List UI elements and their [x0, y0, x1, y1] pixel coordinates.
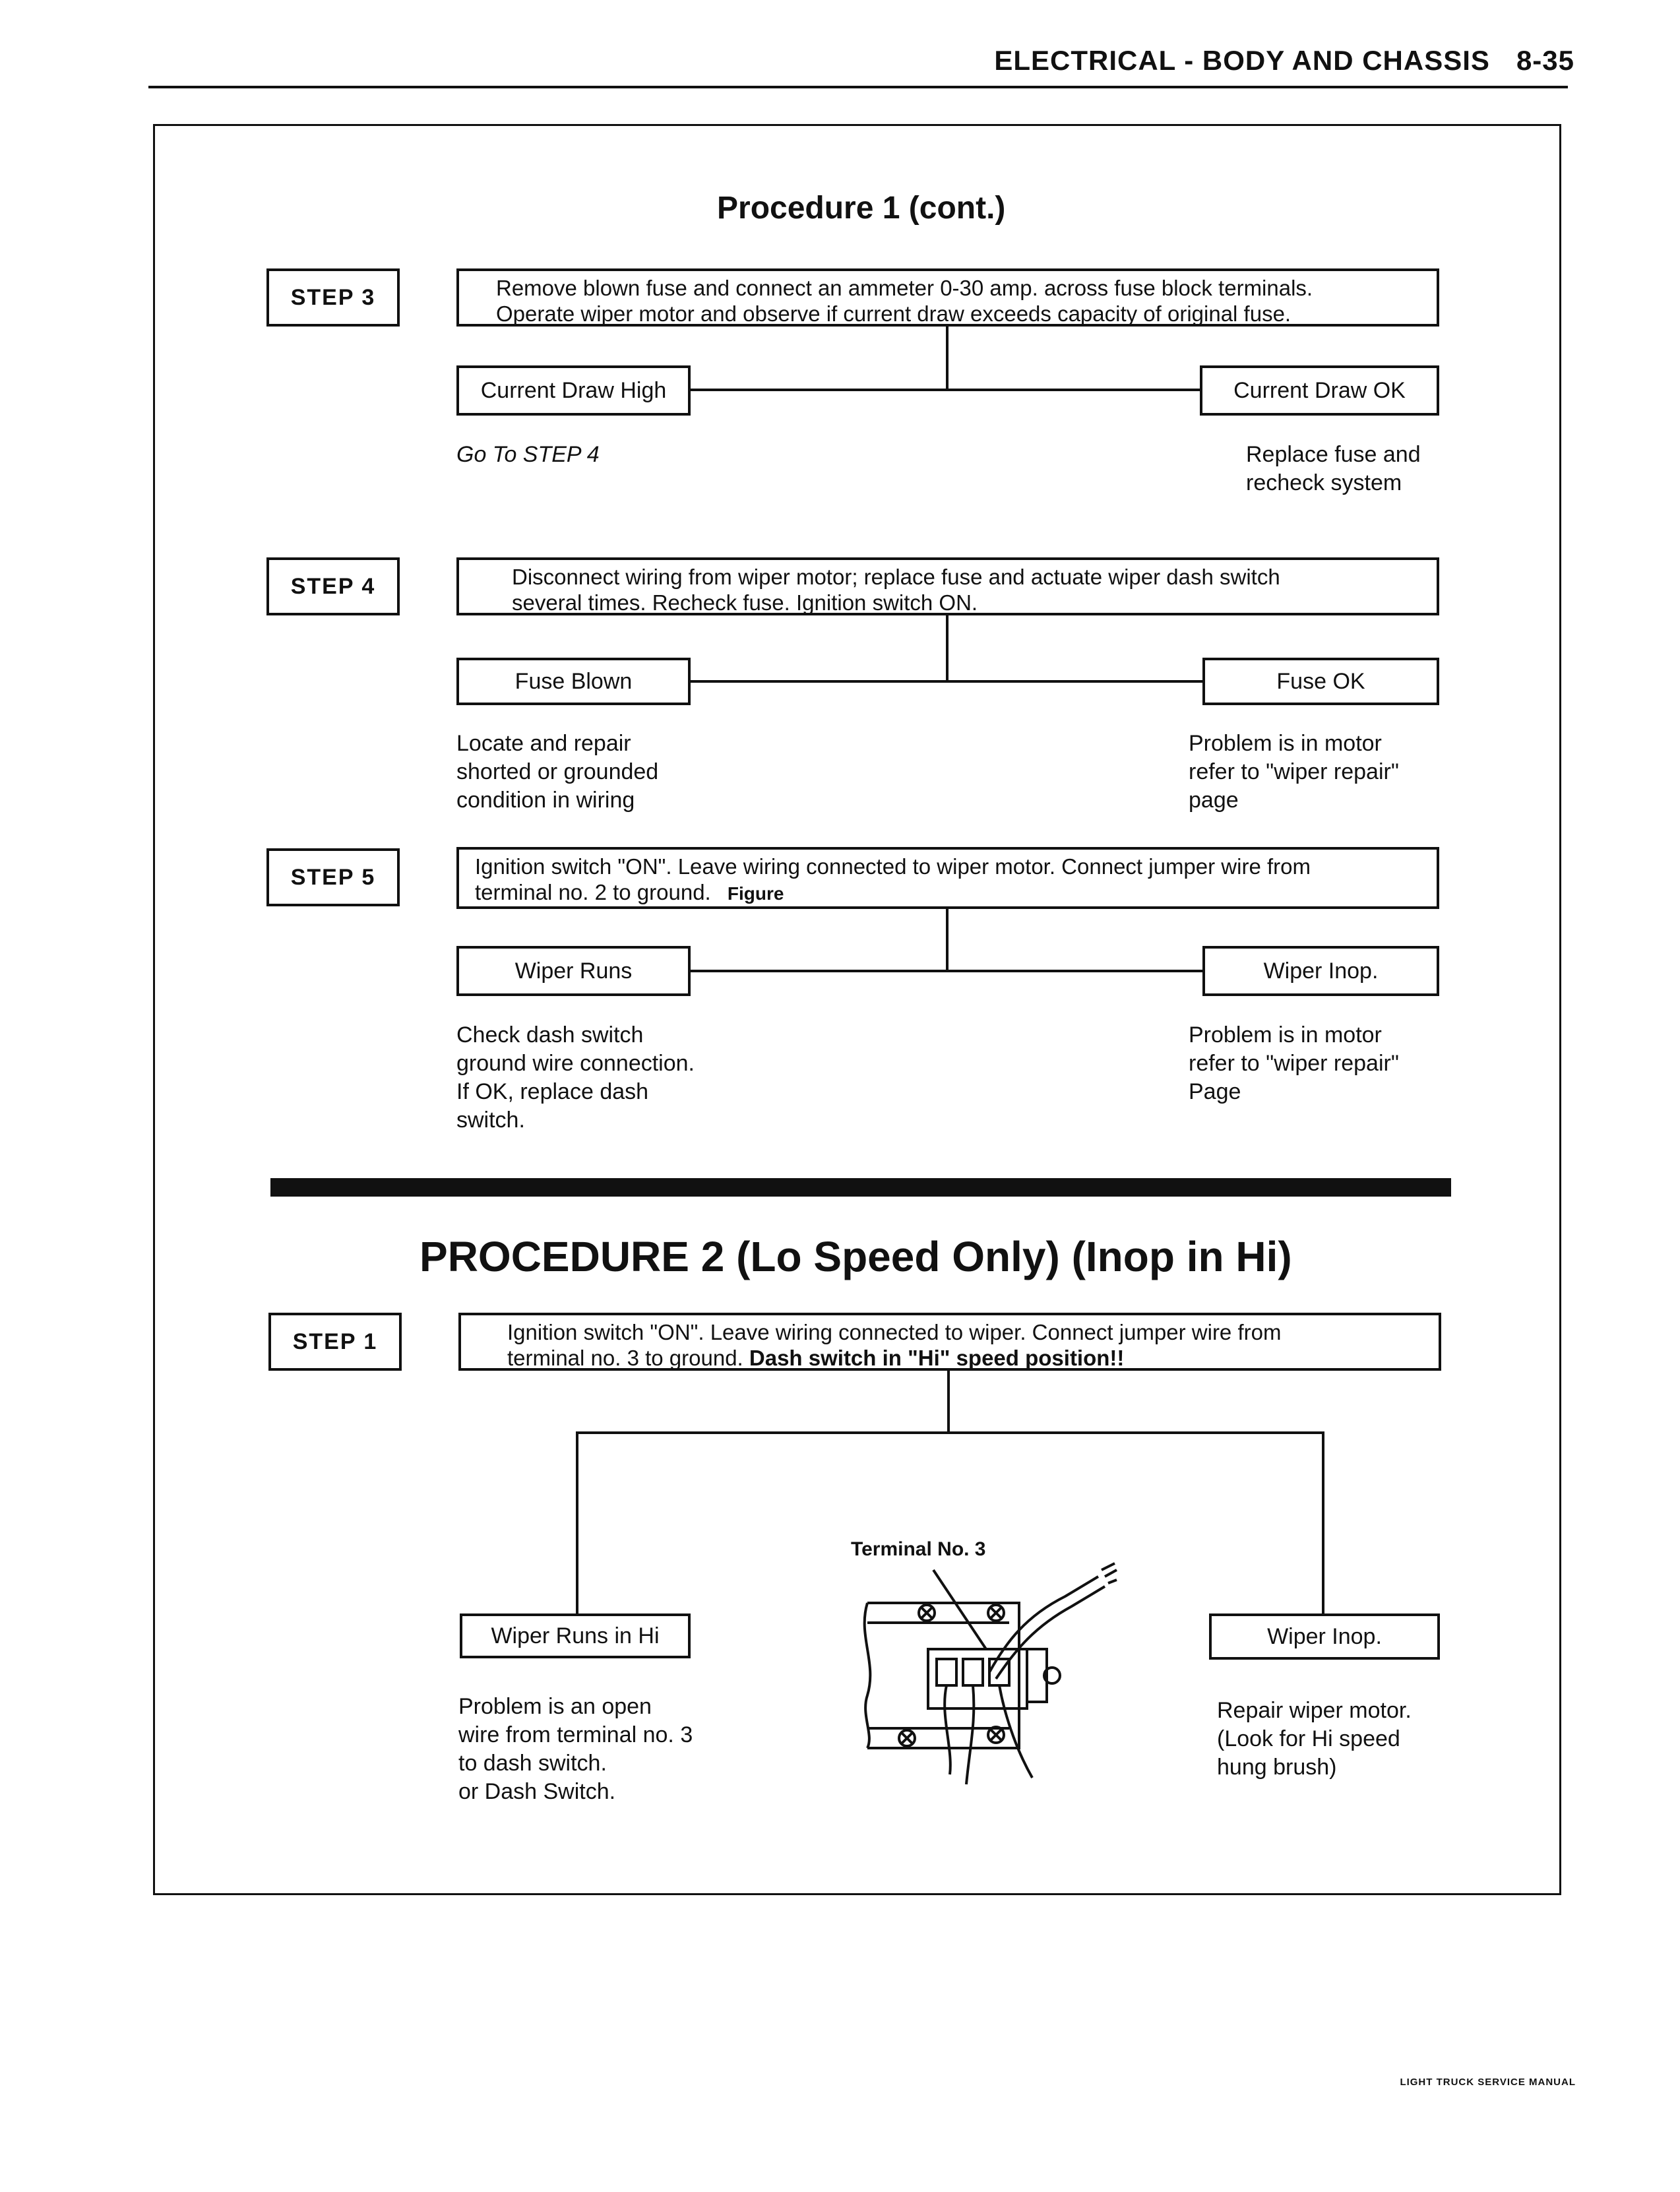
step5-stem-line [946, 909, 949, 971]
step1-left-note-line4: or Dash Switch. [458, 1779, 616, 1804]
step1-right-box: Wiper Inop. [1209, 1613, 1440, 1660]
step3-right-note [1246, 441, 1421, 497]
step3-label: STEP 3 [266, 268, 400, 327]
step1-instruction-box [458, 1313, 1441, 1371]
step5-left-box: Wiper Runs [456, 946, 691, 996]
step1-left-drop-line [576, 1431, 578, 1615]
step4-instruction-line2: several times. Recheck fuse. Ignition switch ON. [512, 590, 978, 615]
page-number: 8-35 [1516, 45, 1574, 76]
section-title: ELECTRICAL - BODY AND CHASSIS [994, 45, 1490, 76]
step5-label: STEP 5 [266, 848, 400, 906]
step5-right-note-line2: refer to "wiper repair" [1189, 1051, 1399, 1076]
step1-right-note [1217, 1697, 1412, 1782]
step3-instruction-box [456, 268, 1439, 327]
step1-branch-line [576, 1431, 1324, 1434]
page-footer: LIGHT TRUCK SERVICE MANUAL [1400, 2077, 1576, 2088]
step5-right-note [1189, 1021, 1399, 1106]
step5-left-note-line2: ground wire connection. [456, 1051, 695, 1076]
step5-instruction-line2: terminal no. 2 to ground. [475, 880, 711, 904]
step3-left-note [456, 441, 600, 469]
step1-left-note-line2: wire from terminal no. 3 [458, 1722, 693, 1747]
step1-left-box: Wiper Runs in Hi [460, 1613, 691, 1658]
step5-left-note-line1: Check dash switch [456, 1022, 644, 1048]
step5-instruction-box [456, 847, 1439, 909]
step1-instruction-bold: Dash switch in "Hi" speed position!! [749, 1346, 1125, 1370]
step3-stem-line [946, 327, 949, 390]
step4-left-note-line3: condition in wiring [456, 788, 635, 813]
step1-right-note-line2: (Look for Hi speed [1217, 1726, 1400, 1751]
step3-right-note-line2: recheck system [1246, 470, 1402, 495]
step5-left-note-line4: switch. [456, 1108, 525, 1133]
step4-stem-line [946, 615, 949, 681]
step4-left-box: Fuse Blown [456, 658, 691, 705]
step4-instruction-line1: Disconnect wiring from wiper motor; replace fuse and actuate wiper dash switch [512, 565, 1280, 589]
step1-right-note-line3: hung brush) [1217, 1755, 1337, 1780]
step1-instruction-line1: Ignition switch "ON". Leave wiring connected to wiper. Connect jumper wire from [507, 1320, 1282, 1344]
terminal-figure-label: Terminal No. 3 [851, 1538, 986, 1560]
step5-right-note-line1: Problem is in motor [1189, 1022, 1382, 1048]
step3-right-box: Current Draw OK [1200, 365, 1439, 416]
page-header [994, 45, 1574, 77]
step5-left-note [456, 1021, 695, 1135]
header-rule [148, 86, 1568, 88]
step4-right-box: Fuse OK [1202, 658, 1439, 705]
step5-instruction-line1: Ignition switch "ON". Leave wiring connected to wiper motor. Connect jumper wire from [475, 854, 1311, 879]
step4-right-note-line2: refer to "wiper repair" [1189, 759, 1399, 784]
step4-instruction-box [456, 557, 1439, 615]
step1-instruction-line2: terminal no. 3 to ground. [507, 1346, 743, 1370]
step1-right-note-line1: Repair wiper motor. [1217, 1698, 1412, 1723]
step5-figure-ref[interactable]: Figure [727, 883, 784, 904]
step4-right-note-line1: Problem is in motor [1189, 731, 1382, 756]
step4-right-note-line3: page [1189, 788, 1239, 813]
step1-left-note [458, 1693, 693, 1806]
step3-instruction-line1: Remove blown fuse and connect an ammeter 0-30 amp. across fuse block terminals. [496, 276, 1313, 300]
section-divider-bar [270, 1178, 1451, 1197]
step5-right-box: Wiper Inop. [1202, 946, 1439, 996]
step4-left-note-line2: shorted or grounded [456, 759, 659, 784]
step3-left-note-line1: Go To STEP 4 [456, 442, 600, 467]
step3-instruction-line2: Operate wiper motor and observe if current draw exceeds capacity of original fuse. [496, 301, 1291, 326]
step1-right-drop-line [1322, 1431, 1324, 1615]
step4-label: STEP 4 [266, 557, 400, 615]
procedure2-title: PROCEDURE 2 (Lo Speed Only) (Inop in Hi) [420, 1233, 1292, 1280]
step1-label: STEP 1 [268, 1313, 402, 1371]
step4-left-note-line1: Locate and repair [456, 731, 631, 756]
step3-right-note-line1: Replace fuse and [1246, 442, 1421, 467]
step5-right-note-line3: Page [1189, 1079, 1241, 1104]
step1-stem-line [947, 1371, 950, 1433]
wiper-motor-terminal-figure [854, 1550, 1118, 1801]
step1-left-note-line1: Problem is an open [458, 1694, 652, 1719]
step5-branch-line [691, 970, 1202, 972]
step1-left-note-line3: to dash switch. [458, 1751, 607, 1776]
step4-branch-line [691, 680, 1202, 683]
step5-left-note-line3: If OK, replace dash [456, 1079, 649, 1104]
step4-right-note [1189, 730, 1399, 815]
step4-left-note [456, 730, 658, 815]
step3-branch-line [691, 389, 1200, 391]
procedure1-title: Procedure 1 (cont.) [717, 191, 1006, 226]
step3-left-box: Current Draw High [456, 365, 691, 416]
